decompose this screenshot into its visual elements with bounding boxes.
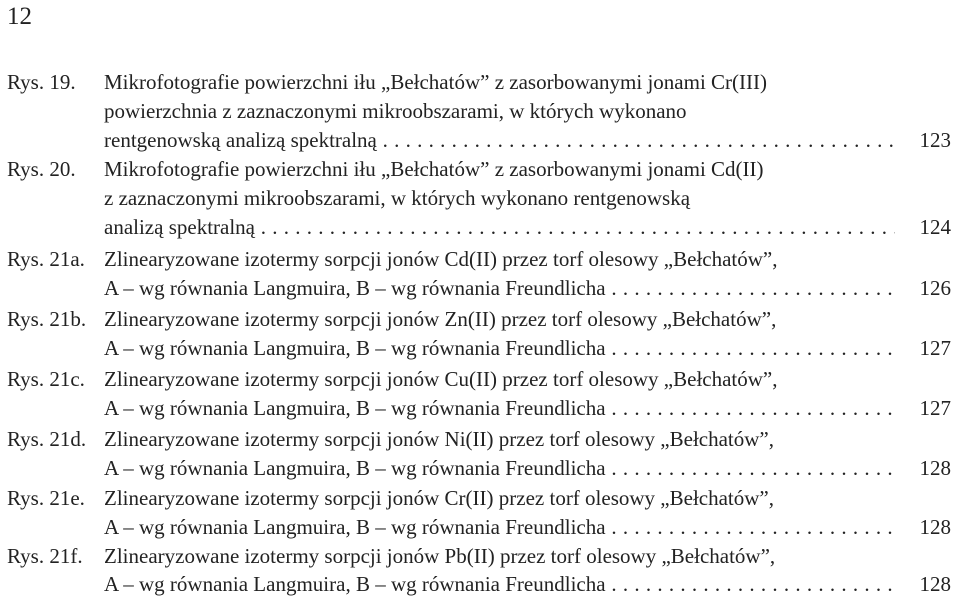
entry-title-line-leader: A – wg równania Langmuira, B – wg równania Freundlicha . . . xyxy=(104,274,895,303)
entry-page-number: 127 xyxy=(919,396,951,420)
entry-title-line: Zlinearyzowane izotermy sorpcji jonów Zn(II) przez torf olesowy „Bełchatów”, xyxy=(104,307,777,331)
entry-label: Rys. 21d. xyxy=(7,427,87,451)
entry-page-number: 127 xyxy=(919,336,951,360)
entry-page-number: 126 xyxy=(919,276,951,300)
entry-title-line-leader: analizą spektralną . . . xyxy=(104,213,895,242)
entry-page-number: 128 xyxy=(919,572,951,596)
entry-label: Rys. 21f. xyxy=(7,544,83,568)
entry-title-line-leader: A – wg równania Langmuira, B – wg równania Freundlicha . . . xyxy=(104,454,895,483)
entry-title-line-leader: A – wg równania Langmuira, B – wg równania Freundlicha . . . xyxy=(104,334,895,363)
entry-title-line: Zlinearyzowane izotermy sorpcji jonów Cr(II) przez torf olesowy „Bełchatów”, xyxy=(104,486,774,510)
entry-page-number: 128 xyxy=(919,456,951,480)
entry-title-line: Zlinearyzowane izotermy sorpcji jonów Ni(II) przez torf olesowy „Bełchatów”, xyxy=(104,427,774,451)
entry-page-number: 124 xyxy=(919,215,951,239)
entry-title-line-leader: rentgenowską analizą spektralną . . . xyxy=(104,126,895,155)
entry-title-line: Mikrofotografie powierzchni iłu „Bełchatów” z zasorbowanymi jonami Cd(II) xyxy=(104,157,764,181)
entry-title-line: Zlinearyzowane izotermy sorpcji jonów Cd(II) przez torf olesowy „Bełchatów”, xyxy=(104,247,778,271)
entry-page-number: 128 xyxy=(919,515,951,539)
entry-title-line-leader: A – wg równania Langmuira, B – wg równania Freundlicha . . . xyxy=(104,513,895,542)
page-number: 12 xyxy=(7,3,32,30)
entry-page-number: 123 xyxy=(919,128,951,152)
entry-label: Rys. 21b. xyxy=(7,307,87,331)
entry-label: Rys. 20. xyxy=(7,157,76,181)
entry-title-line: Mikrofotografie powierzchni iłu „Bełchatów” z zasorbowanymi jonami Cr(III) xyxy=(104,70,768,94)
entry-label: Rys. 21a. xyxy=(7,247,85,271)
entry-title-line-leader: A – wg równania Langmuira, B – wg równania Freundlicha . . . xyxy=(104,570,895,599)
entry-title-line: Zlinearyzowane izotermy sorpcji jonów Cu(II) przez torf olesowy „Bełchatów”, xyxy=(104,367,778,391)
entry-label: Rys. 21e. xyxy=(7,486,85,510)
entry-label: Rys. 19. xyxy=(7,70,76,94)
entry-title-line-leader: A – wg równania Langmuira, B – wg równania Freundlicha . . . xyxy=(104,394,895,423)
entry-title-line: z zaznaczonymi mikroobszarami, w których wykonano rentgenowską xyxy=(104,186,691,210)
entry-title-line: Zlinearyzowane izotermy sorpcji jonów Pb(II) przez torf olesowy „Bełchatów”, xyxy=(104,544,776,568)
entry-label: Rys. 21c. xyxy=(7,367,85,391)
entry-title-line: powierzchnia z zaznaczonymi mikroobszarami, w których wykonano xyxy=(104,99,687,123)
